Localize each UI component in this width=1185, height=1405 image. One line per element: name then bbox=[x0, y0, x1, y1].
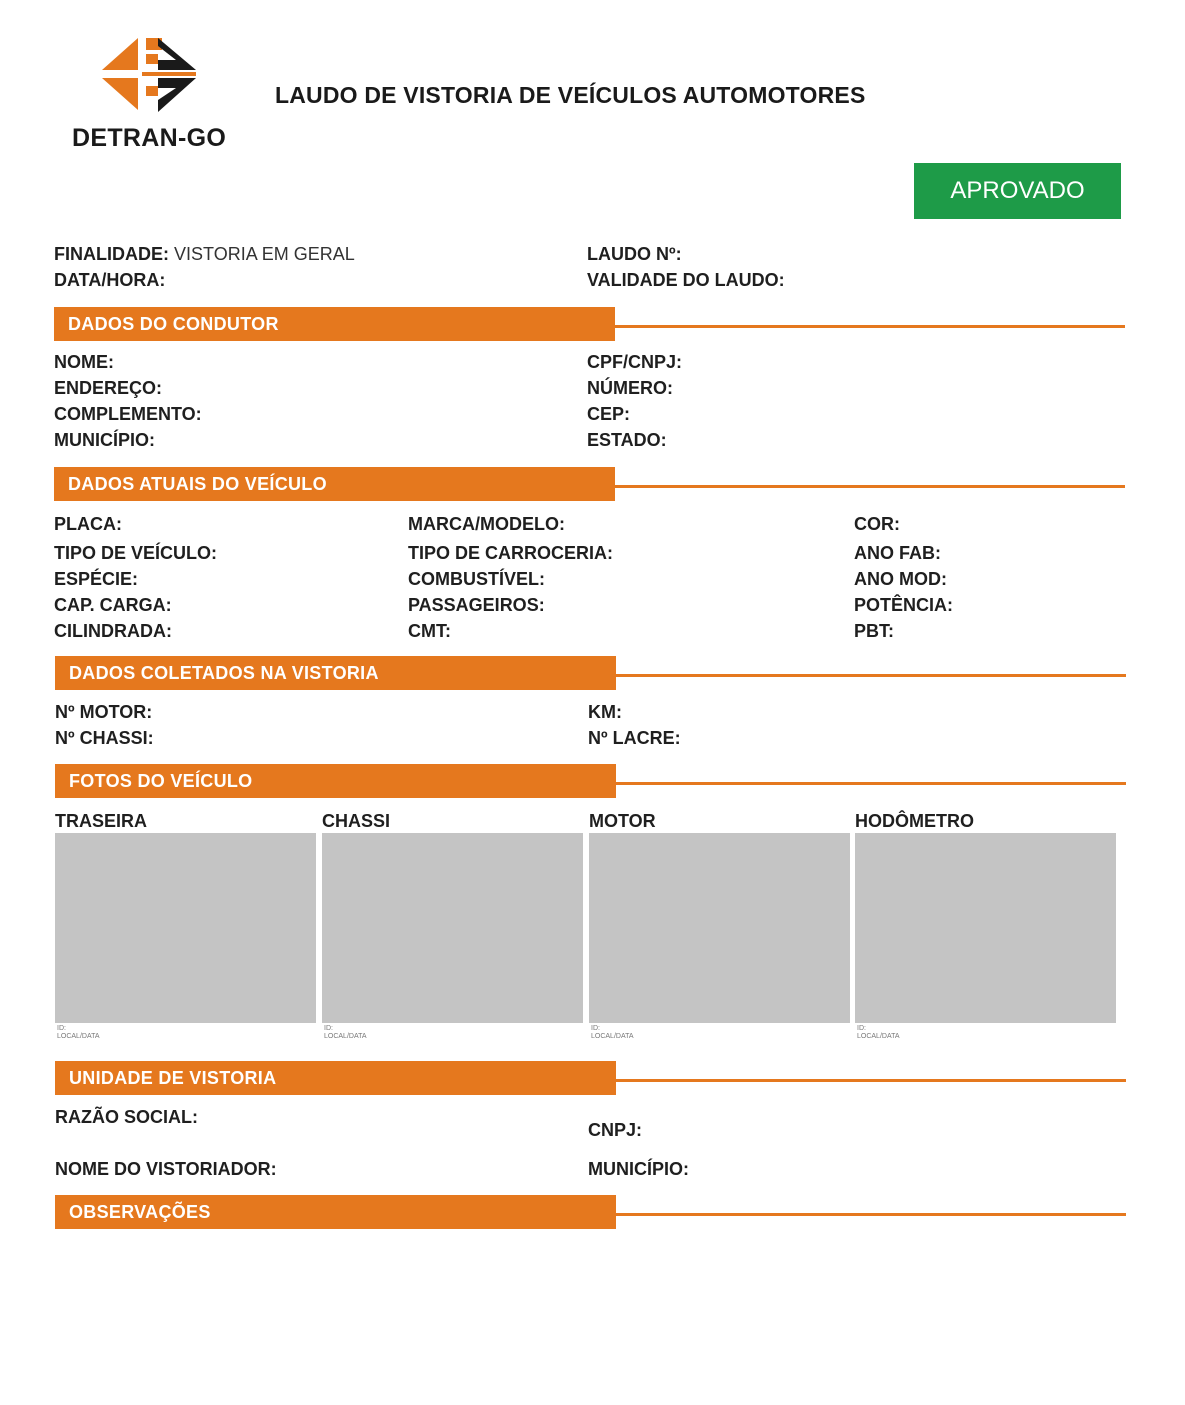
observacoes-area bbox=[55, 1236, 1140, 1361]
marca-modelo-label: MARCA/MODELO: bbox=[408, 514, 565, 534]
numero-label: NÚMERO: bbox=[587, 378, 673, 398]
nome-label: NOME: bbox=[54, 352, 114, 372]
photo-label-hodometro: HODÔMETRO bbox=[855, 811, 974, 831]
endereco-label: ENDEREÇO: bbox=[54, 378, 163, 398]
section-line bbox=[615, 325, 1125, 328]
tipo-carroceria-label: TIPO DE CARROCERIA: bbox=[408, 543, 614, 563]
especie-label: ESPÉCIE: bbox=[54, 569, 139, 589]
validade-label: VALIDADE DO LAUDO: bbox=[587, 270, 785, 290]
section-line bbox=[615, 485, 1125, 488]
municipio-label: MUNICÍPIO: bbox=[54, 430, 155, 450]
chassi-label: Nº CHASSI: bbox=[55, 728, 154, 748]
section-line bbox=[616, 1079, 1126, 1082]
cmt-label: CMT: bbox=[408, 621, 451, 641]
photo-motor[interactable] bbox=[589, 833, 850, 1023]
finalidade-label: FINALIDADE: bbox=[54, 244, 169, 264]
photo-label-traseira: TRASEIRA bbox=[55, 811, 148, 831]
finalidade-value: VISTORIA EM GERAL bbox=[174, 244, 355, 264]
ano-fab-label: ANO FAB: bbox=[854, 543, 941, 563]
detran-arrows-icon bbox=[100, 34, 200, 116]
laudo-label: LAUDO Nº: bbox=[587, 244, 682, 264]
cpf-label: CPF/CNPJ: bbox=[587, 352, 683, 372]
section-line bbox=[616, 674, 1126, 677]
vistoriador-label: NOME DO VISTORIADOR: bbox=[55, 1159, 277, 1179]
razao-social-label: RAZÃO SOCIAL: bbox=[55, 1107, 198, 1127]
motor-label: Nº MOTOR: bbox=[55, 702, 153, 722]
photo-traseira[interactable] bbox=[55, 833, 316, 1023]
combustivel-label: COMBUSTÍVEL: bbox=[408, 569, 545, 589]
photo-label-motor: MOTOR bbox=[589, 811, 656, 831]
status-badge: APROVADO bbox=[914, 163, 1121, 219]
placa-label: PLACA: bbox=[54, 514, 122, 534]
cilindrada-label: CILINDRADA: bbox=[54, 621, 172, 641]
unidade-municipio-label: MUNICÍPIO: bbox=[588, 1159, 689, 1179]
potencia-label: POTÊNCIA: bbox=[854, 595, 953, 615]
tipo-veiculo-label: TIPO DE VEÍCULO: bbox=[54, 543, 218, 563]
pbt-label: PBT: bbox=[854, 621, 894, 641]
data-hora-label: DATA/HORA: bbox=[54, 270, 166, 290]
section-observacoes: OBSERVAÇÕES bbox=[55, 1195, 616, 1229]
km-label: KM: bbox=[588, 702, 622, 722]
estado-label: ESTADO: bbox=[587, 430, 667, 450]
cor-label: COR: bbox=[854, 514, 900, 534]
section-fotos: FOTOS DO VEÍCULO bbox=[55, 764, 616, 798]
section-line bbox=[616, 782, 1126, 785]
photo-label-chassi: CHASSI bbox=[322, 811, 391, 831]
lacre-label: Nº LACRE: bbox=[588, 728, 681, 748]
section-coletados: DADOS COLETADOS NA VISTORIA bbox=[55, 656, 616, 690]
section-unidade: UNIDADE DE VISTORIA bbox=[55, 1061, 616, 1095]
cnpj-label: CNPJ: bbox=[588, 1120, 643, 1140]
detran-logo bbox=[72, 34, 232, 154]
passageiros-label: PASSAGEIROS: bbox=[408, 595, 545, 615]
photo-hodometro[interactable] bbox=[855, 833, 1116, 1023]
cep-label: CEP: bbox=[587, 404, 631, 424]
photo-caption: ID: LOCAL/DATA bbox=[591, 1025, 634, 1040]
section-line bbox=[616, 1213, 1126, 1216]
section-condutor: DADOS DO CONDUTOR bbox=[54, 307, 615, 341]
logo-text: DETRAN-GO bbox=[72, 124, 227, 152]
photo-chassi[interactable] bbox=[322, 833, 583, 1023]
document-title: LAUDO DE VISTORIA DE VEÍCULOS AUTOMOTORES bbox=[275, 82, 866, 108]
photo-caption: ID: LOCAL/DATA bbox=[57, 1025, 100, 1040]
photo-caption: ID: LOCAL/DATA bbox=[324, 1025, 367, 1040]
section-veiculo: DADOS ATUAIS DO VEÍCULO bbox=[54, 467, 615, 501]
ano-mod-label: ANO MOD: bbox=[854, 569, 947, 589]
complemento-label: COMPLEMENTO: bbox=[54, 404, 202, 424]
finalidade-field bbox=[54, 244, 355, 265]
photo-caption: ID: LOCAL/DATA bbox=[857, 1025, 900, 1040]
cap-carga-label: CAP. CARGA: bbox=[54, 595, 172, 615]
